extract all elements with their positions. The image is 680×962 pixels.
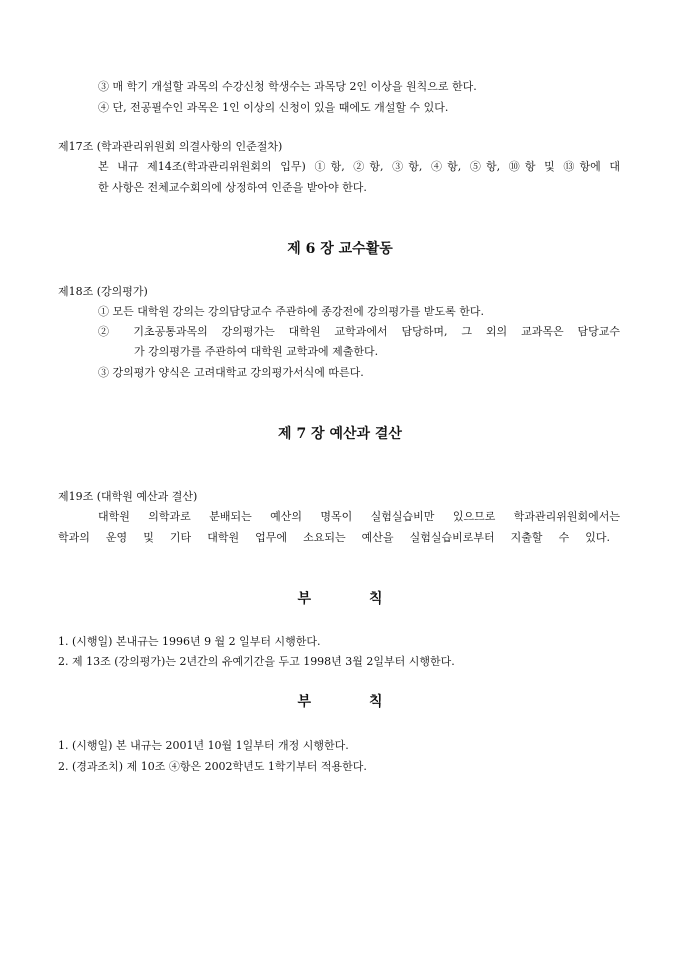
art18-item-3: ③ 강의평가 양식은 고려대학교 강의평가서식에 따른다. <box>98 366 364 379</box>
addenda-2-heading <box>0 693 680 711</box>
art17-body-line-1: 본 내규 제14조(학과관리위원회의 입무) ①항, ②항, ③항, ④항, ⑤항, ⑩항 및 ⑬항에 대 <box>98 160 620 173</box>
chapter-6-heading: 제 6 장 교수활동 <box>287 241 393 257</box>
art18-item-2-line-1: ② 기초공통과목의 강의평가는 대학원 교학과에서 담당하며, 그 외의 교과목은 담당교수 <box>98 325 620 338</box>
addenda-1-item-2: 2. 제 13조 (강의평가)는 2년간의 유예기간을 두고 1998년 3월 2일부터 시행한다. <box>58 655 455 668</box>
art18-title: 제18조 (강의평가) <box>58 285 148 298</box>
art19-body-line-1: 대학원 의학과로 분배되는 예산의 명목이 실험실습비만 있으므로 학과관리위원회에서는 <box>98 510 620 523</box>
addenda-1-heading-char-b: 칙 <box>369 591 383 607</box>
art16-item-3: ③ 매 학기 개설할 과목의 수강신청 학생수는 과목당 2인 이상을 원칙으로 한다. <box>98 80 477 93</box>
art19-title: 제19조 (대학원 예산과 결산) <box>58 490 198 503</box>
art16-item-4: ④ 단, 전공필수인 과목은 1인 이상의 신청이 있을 때에도 개설할 수 있다. <box>98 101 449 114</box>
addenda-1-heading-char-a: 부 <box>297 591 311 607</box>
art18-item-2-line-2: 가 강의평가를 주관하여 대학원 교학과에 제출한다. <box>134 345 379 358</box>
art17-body-line-2: 한 사항은 전체교수회의에 상정하여 인준을 받아야 한다. <box>98 181 367 194</box>
chapter-7-heading: 제 7 장 예산과 결산 <box>278 426 402 442</box>
addenda-1-item-1: 1. (시행일) 본내규는 1996년 9 월 2 일부터 시행한다. <box>58 635 321 648</box>
addenda-1-heading <box>0 590 680 608</box>
art17-title: 제17조 (학과관리위원회 의결사항의 인준절차) <box>58 140 283 153</box>
addenda-2-item-2: 2. (경과조치) 제 10조 ④항은 2002학년도 1학기부터 적용한다. <box>58 760 367 773</box>
art18-item-1: ① 모든 대학원 강의는 강의담당교수 주관하에 종강전에 강의평가를 받도록 한다. <box>98 305 484 318</box>
art19-body-line-2: 학과의 운영 및 기타 대학원 업무에 소요되는 예산을 실험실습비로부터 지출할 수 있다. <box>58 531 610 544</box>
addenda-2-heading-char-b: 칙 <box>369 694 383 710</box>
addenda-2-heading-char-a: 부 <box>297 694 311 710</box>
addenda-2-item-1: 1. (시행일) 본 내규는 2001년 10월 1일부터 개정 시행한다. <box>58 739 349 752</box>
